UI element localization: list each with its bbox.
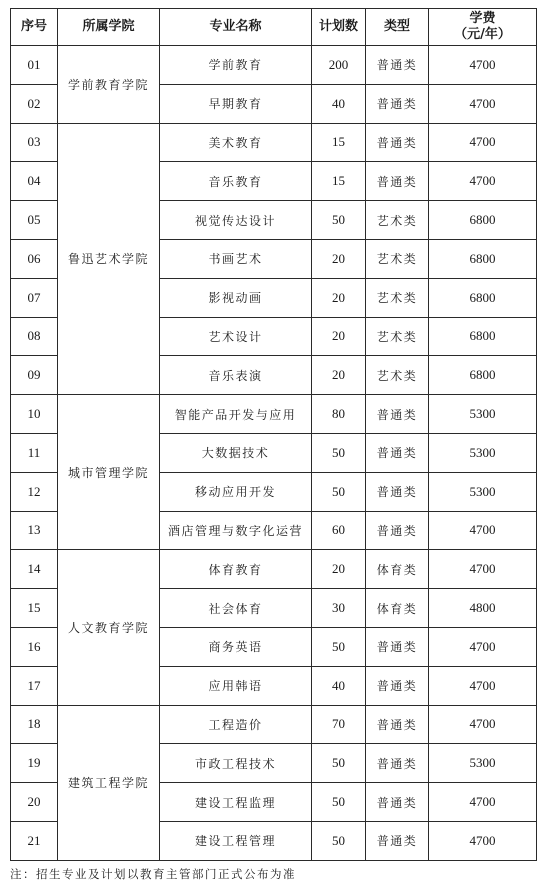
cell-plan: 50 <box>312 821 366 860</box>
cell-fee: 4700 <box>429 550 537 589</box>
cell-major: 音乐教育 <box>160 162 312 201</box>
cell-major: 影视动画 <box>160 278 312 317</box>
cell-type: 普通类 <box>366 123 429 162</box>
cell-seq: 01 <box>11 46 58 85</box>
cell-fee: 4700 <box>429 705 537 744</box>
table-row <box>11 395 537 434</box>
cell-major: 大数据技术 <box>160 433 312 472</box>
cell-major: 音乐表演 <box>160 356 312 395</box>
cell-major: 书画艺术 <box>160 239 312 278</box>
cell-major: 视觉传达设计 <box>160 201 312 240</box>
cell-college: 城市管理学院 <box>58 395 160 550</box>
cell-fee: 4800 <box>429 589 537 628</box>
cell-fee: 4700 <box>429 511 537 550</box>
header-fee <box>429 9 537 46</box>
cell-type: 普通类 <box>366 511 429 550</box>
cell-seq: 16 <box>11 627 58 666</box>
cell-type: 艺术类 <box>366 201 429 240</box>
cell-fee: 6800 <box>429 356 537 395</box>
enrollment-table <box>10 8 537 861</box>
cell-type: 体育类 <box>366 550 429 589</box>
cell-type: 普通类 <box>366 627 429 666</box>
cell-college: 人文教育学院 <box>58 550 160 705</box>
cell-seq: 04 <box>11 162 58 201</box>
cell-college: 建筑工程学院 <box>58 705 160 860</box>
cell-plan: 20 <box>312 239 366 278</box>
header-row <box>11 9 537 46</box>
cell-type: 体育类 <box>366 589 429 628</box>
cell-type: 普通类 <box>366 395 429 434</box>
cell-major: 市政工程技术 <box>160 744 312 783</box>
cell-major: 体育教育 <box>160 550 312 589</box>
cell-seq: 18 <box>11 705 58 744</box>
cell-type: 普通类 <box>366 744 429 783</box>
table-body <box>11 46 537 861</box>
cell-major: 建设工程管理 <box>160 821 312 860</box>
cell-seq: 15 <box>11 589 58 628</box>
cell-major: 工程造价 <box>160 705 312 744</box>
cell-plan: 60 <box>312 511 366 550</box>
cell-seq: 08 <box>11 317 58 356</box>
cell-plan: 50 <box>312 744 366 783</box>
cell-plan: 50 <box>312 433 366 472</box>
cell-seq: 20 <box>11 783 58 822</box>
cell-fee: 4700 <box>429 123 537 162</box>
cell-plan: 40 <box>312 84 366 123</box>
cell-major: 美术教育 <box>160 123 312 162</box>
cell-plan: 15 <box>312 123 366 162</box>
table-row <box>11 705 537 744</box>
cell-college: 鲁迅艺术学院 <box>58 123 160 395</box>
cell-fee: 4700 <box>429 627 537 666</box>
cell-type: 普通类 <box>366 46 429 85</box>
cell-plan: 30 <box>312 589 366 628</box>
cell-seq: 10 <box>11 395 58 434</box>
enrollment-table-container <box>10 8 536 861</box>
cell-seq: 17 <box>11 666 58 705</box>
cell-type: 艺术类 <box>366 317 429 356</box>
cell-fee: 4700 <box>429 162 537 201</box>
cell-seq: 13 <box>11 511 58 550</box>
cell-major: 艺术设计 <box>160 317 312 356</box>
cell-major: 酒店管理与数字化运营 <box>160 511 312 550</box>
cell-fee: 5300 <box>429 433 537 472</box>
cell-fee: 4700 <box>429 46 537 85</box>
cell-seq: 02 <box>11 84 58 123</box>
cell-major: 社会体育 <box>160 589 312 628</box>
cell-type: 普通类 <box>366 783 429 822</box>
cell-seq: 19 <box>11 744 58 783</box>
table-row <box>11 550 537 589</box>
cell-type: 普通类 <box>366 821 429 860</box>
cell-type: 普通类 <box>366 666 429 705</box>
cell-seq: 07 <box>11 278 58 317</box>
cell-fee: 6800 <box>429 239 537 278</box>
cell-major: 建设工程监理 <box>160 783 312 822</box>
table-header <box>11 9 537 46</box>
cell-plan: 20 <box>312 278 366 317</box>
header-seq: 序号 <box>11 9 58 46</box>
header-type: 类型 <box>366 9 429 46</box>
cell-plan: 80 <box>312 395 366 434</box>
header-fee-line1: 学费 <box>469 11 496 27</box>
cell-fee: 4700 <box>429 783 537 822</box>
cell-plan: 50 <box>312 627 366 666</box>
cell-fee: 6800 <box>429 317 537 356</box>
cell-college: 学前教育学院 <box>58 46 160 124</box>
cell-plan: 20 <box>312 550 366 589</box>
cell-fee: 5300 <box>429 744 537 783</box>
cell-major: 学前教育 <box>160 46 312 85</box>
cell-plan: 70 <box>312 705 366 744</box>
cell-seq: 09 <box>11 356 58 395</box>
cell-type: 普通类 <box>366 705 429 744</box>
cell-major: 早期教育 <box>160 84 312 123</box>
cell-plan: 50 <box>312 472 366 511</box>
cell-seq: 14 <box>11 550 58 589</box>
cell-seq: 06 <box>11 239 58 278</box>
cell-major: 移动应用开发 <box>160 472 312 511</box>
cell-seq: 21 <box>11 821 58 860</box>
table-row <box>11 46 537 85</box>
cell-seq: 12 <box>11 472 58 511</box>
cell-major: 智能产品开发与应用 <box>160 395 312 434</box>
cell-seq: 11 <box>11 433 58 472</box>
cell-seq: 03 <box>11 123 58 162</box>
cell-fee: 4700 <box>429 821 537 860</box>
cell-plan: 50 <box>312 783 366 822</box>
cell-fee: 5300 <box>429 472 537 511</box>
cell-fee: 4700 <box>429 666 537 705</box>
cell-type: 艺术类 <box>366 278 429 317</box>
cell-plan: 20 <box>312 317 366 356</box>
cell-plan: 40 <box>312 666 366 705</box>
header-plan: 计划数 <box>312 9 366 46</box>
header-major: 专业名称 <box>160 9 312 46</box>
cell-type: 艺术类 <box>366 356 429 395</box>
cell-plan: 50 <box>312 201 366 240</box>
cell-seq: 05 <box>11 201 58 240</box>
header-fee-line2: （元/年） <box>454 27 511 42</box>
cell-type: 普通类 <box>366 84 429 123</box>
cell-type: 普通类 <box>366 472 429 511</box>
cell-plan: 15 <box>312 162 366 201</box>
cell-fee: 6800 <box>429 201 537 240</box>
cell-type: 普通类 <box>366 433 429 472</box>
footnote: 注：招生专业及计划以教育主管部门正式公布为准 <box>10 867 296 881</box>
cell-fee: 5300 <box>429 395 537 434</box>
table-row <box>11 123 537 162</box>
cell-major: 商务英语 <box>160 627 312 666</box>
cell-plan: 20 <box>312 356 366 395</box>
cell-plan: 200 <box>312 46 366 85</box>
cell-fee: 6800 <box>429 278 537 317</box>
cell-fee: 4700 <box>429 84 537 123</box>
cell-major: 应用韩语 <box>160 666 312 705</box>
cell-type: 普通类 <box>366 162 429 201</box>
cell-type: 艺术类 <box>366 239 429 278</box>
header-college: 所属学院 <box>58 9 160 46</box>
